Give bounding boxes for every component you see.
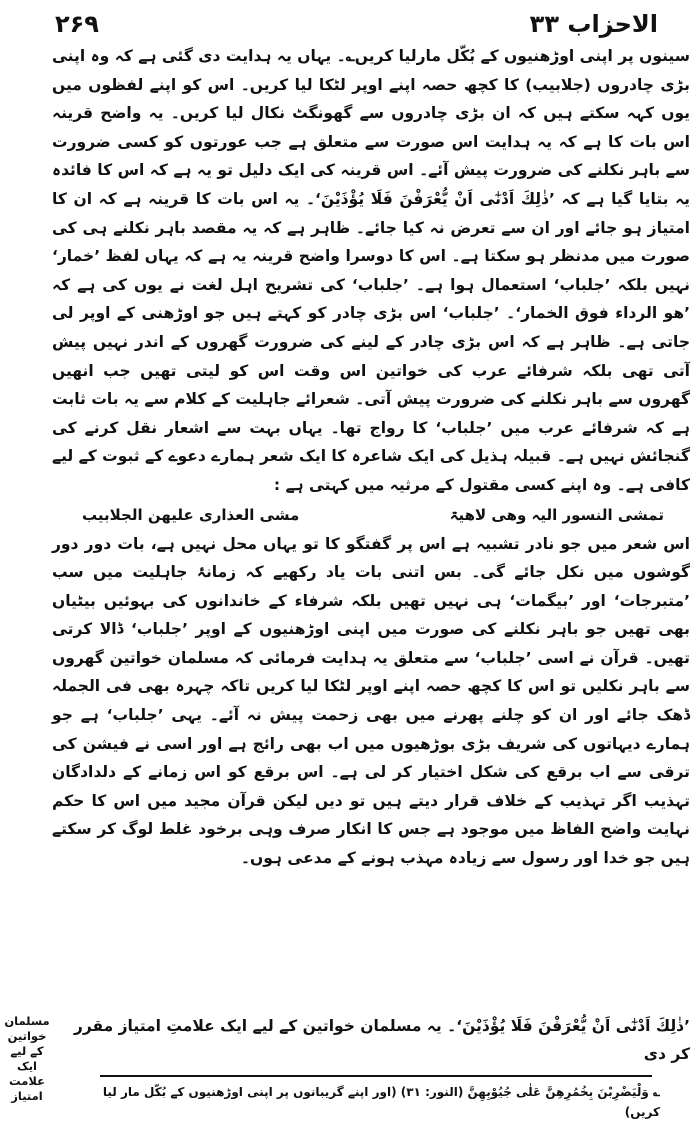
verse-hemistich-2: مشی العذاری علیھن الجلابیب	[82, 505, 300, 524]
main-text	[52, 42, 690, 873]
closing-line: ’ذٰلِكَ اَدْنٰٓى اَنْ يُّعْرَفْنَ فَلَا يُؤْذَيْنَ‘۔ یہ مسلمان خواتین کے لیے ایک علامتِ امتیاز مقرر کر دی	[73, 1017, 690, 1063]
footnote: ؎ وَلْيَضْرِبْنَ بِخُمُرِهِنَّ عَلٰى جُيُوْبِهِنَّ (النور: ۳۱) (اور اپنے گریبانوں پر اپنی اوڑھنیوں کے بُکّل مار لیا کریں)	[102, 1085, 660, 1119]
paragraph-1: سینوں پر اپنی اوڑھنیوں کے بُکّل مارلیا کریں؎۔ یہاں یہ ہدایت دی گئی ہے کہ وہ اپنی بڑی چادروں (جلابیب) کا کچھ حصہ اپنے اوپر لٹکا لیا کریں۔ اس کو اپنے لفظوں میں یوں کہہ سکتے ہیں کہ ان بڑی چادروں سے گھونگٹ نکال لیا کریں۔ یہ واضح قرینہ اس بات کا ہے کہ یہ ہدایت اس صورت سے متعلق ہے جب عورتوں کو کسی ضرورت سے باہر نکلنے کی ضرورت پیش آئے۔ اس قرینہ کی ایک دلیل تو یہ ہے کہ اس کا فائدہ یہ بتایا گیا ہے کہ ’ذٰلِكَ اَدْنٰٓى اَنْ يُّعْرَفْنَ فَلَا يُؤْذَيْنَ‘۔ یہ اس بات کا قرینہ ہے کہ ان کا امتیاز ہو جائے اور ان سے تعرض نہ کیا جائے۔ ظاہر ہے کہ یہ مقصد باہر نکلنے ہی کی صورت میں مدنظر ہو سکتا ہے۔ اس کا دوسرا واضح قرینہ یہ ہے کہ یہاں لفظ ’خمار‘ نہیں بلکہ ’جلباب‘ استعمال ہوا ہے۔ ’جلباب‘ کی تشریح اہل لغت نے یوں کی ہے کہ ’ھو الرداء فوق الخمار‘۔ ’جلباب‘ اس بڑی چادر کو کہتے ہیں جو اوڑھنی کے اوپر لی جاتی ہے۔ ظاہر ہے کہ اس بڑی چادر کے لینے کی ضرورت گھروں کے اندر نہیں پیش آتی تھی بلکہ شرفائے عرب کی خواتین اس وقت اس کو لیتی تھیں جب انھیں گھروں سے باہر نکلنے کی ضرورت پیش آتی۔ شعرائے جاہلیت کے کلام سے یہ بات ثابت ہے کہ شرفائے عرب میں ’جلباب‘ کا رواج تھا۔ یہاں بہت سے اشعار نقل کرنے کی گنجائش نہیں ہے۔ قبیلہ ہذیل کی ایک شاعرہ کا ایک شعر ہمارے دعوے کے ثبوت کے لیے کافی ہے۔ وہ اپنے کسی مقتول کے مرثیہ میں کہتی ہے :	[52, 47, 690, 494]
page-header	[55, 8, 658, 40]
footnote-divider	[100, 1075, 652, 1077]
quoted-verse	[52, 500, 690, 530]
paragraph-2: اس شعر میں جو نادر تشبیہ ہے اس پر گفتگو کا تو یہاں محل نہیں ہے، بات دور دور گوشوں میں نکل جائے گی۔ بس اتنی بات یاد رکھیے کہ زمانۂ جاہلیت میں سب ’متبرجات‘ اور ’بیگمات‘ ہی نہیں تھیں بلکہ شرفاء کے خاندانوں کی بہوئیں بیٹیاں بھی تھیں جو باہر نکلنے کی صورت میں اپنی اوڑھنیوں کے اوپر ’جلباب‘ ڈالا کرتی تھیں۔ قرآن نے اسی ’جلباب‘ سے متعلق یہ ہدایت فرمائی کہ مسلمان خواتین گھروں سے باہر نکلیں تو اس کا کچھ حصہ اپنے اوپر لٹکا لیا کریں تاکہ چہرہ بھی فی الجملہ ڈھک جائے اور ان کو چلنے پھرنے میں بھی زحمت پیش نہ آئے۔ یہی ’جلباب‘ ہے جو ہمارے دیہاتوں کی شریف بڑی بوڑھیوں میں اب بھی رائج ہے اور اسی نے فیشن کی ترقی سے اب برقع کی شکل اختیار کر لی ہے۔ اس برقع کو اس زمانے کے دلدادگان تہذیب اگر تہذیب کے خلاف قرار دیتے ہیں تو دیں لیکن قرآن مجید میں اس کا حکم نہایت واضح الفاظ میں موجود ہے جس کا انکار صرف وہی برخود غلط لوگ کر سکتے ہیں جو خدا اور رسول سے زیادہ مہذب ہونے کے مدعی ہوں۔	[52, 534, 690, 868]
margin-note: مسلمان خواتین کے لیے ایک علامت امتیاز	[4, 1014, 50, 1103]
verse-hemistich-1: تمشی النسور الیہ وھی لاھیۃ	[449, 505, 664, 524]
running-title: الاحزاب ۳۳	[529, 10, 658, 38]
page-number: ۲۶۹	[55, 10, 99, 38]
